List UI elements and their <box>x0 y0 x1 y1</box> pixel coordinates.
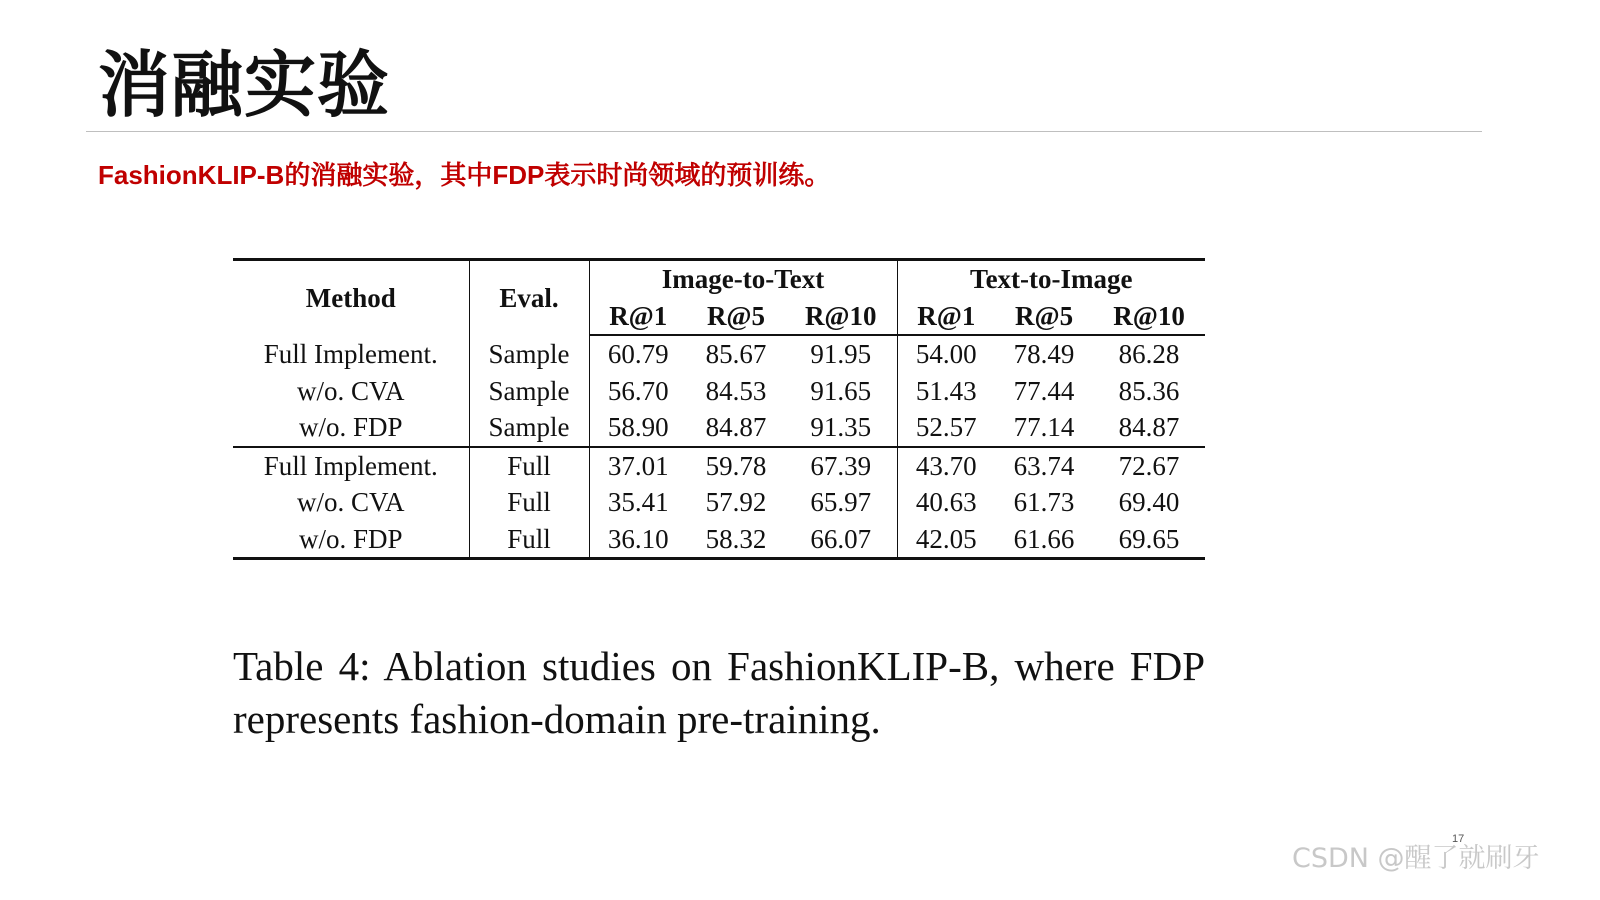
cell-value: 36.10 <box>589 521 687 559</box>
csdn-watermark: CSDN @醒了就刷牙 <box>1292 843 1540 874</box>
row-eval: Sample <box>469 373 589 410</box>
ablation-table <box>233 258 1205 560</box>
header-metric: R@1 <box>589 298 687 336</box>
cell-value: 63.74 <box>995 447 1093 485</box>
header-eval: Eval. <box>469 260 589 336</box>
header-metric: R@5 <box>687 298 785 336</box>
header-image-to-text: Image-to-Text <box>589 260 897 298</box>
cell-value: 86.28 <box>1118 339 1180 369</box>
slide-subtitle: FashionKLIP-B的消融实验，其中FDP表示时尚领域的预训练。 <box>98 160 831 190</box>
header-metric: R@1 <box>897 298 995 336</box>
header-method: Method <box>233 260 469 336</box>
table-row <box>233 484 1205 521</box>
ablation-table-container <box>233 258 1205 560</box>
cell-value: 84.87 <box>705 412 767 442</box>
cell-value: 78.49 <box>1013 339 1075 369</box>
row-eval: Full <box>469 484 589 521</box>
table-row <box>233 335 1205 373</box>
cell-value: 58.90 <box>607 412 669 442</box>
cell-value: 56.70 <box>607 375 669 406</box>
header-text-to-image: Text-to-Image <box>897 260 1205 298</box>
row-eval: Full <box>469 521 589 559</box>
row-method: w/o. FDP <box>233 409 469 447</box>
header-metric: R@5 <box>995 298 1093 336</box>
row-eval: Sample <box>469 409 589 447</box>
cell-value: 72.67 <box>1093 447 1205 485</box>
cell-value: 51.43 <box>915 375 977 406</box>
row-eval: Full <box>469 447 589 485</box>
title-divider <box>86 131 1482 132</box>
row-method: Full Implement. <box>233 447 469 485</box>
cell-value: 57.92 <box>705 487 767 517</box>
cell-value: 65.97 <box>785 484 897 521</box>
cell-value: 66.07 <box>785 521 897 559</box>
row-method: w/o. FDP <box>233 521 469 559</box>
cell-value: 40.63 <box>915 487 977 517</box>
cell-value: 84.53 <box>705 375 767 406</box>
cell-value: 91.95 <box>785 335 897 373</box>
table-header-row-1 <box>233 260 1205 298</box>
cell-value: 85.67 <box>705 339 767 369</box>
cell-value: 61.66 <box>995 521 1093 559</box>
cell-value: 35.41 <box>607 487 669 517</box>
row-method: w/o. CVA <box>233 484 469 521</box>
cell-value: 54.00 <box>915 339 977 369</box>
row-method: Full Implement. <box>233 335 469 373</box>
cell-value: 91.65 <box>785 373 897 410</box>
cell-value: 61.73 <box>1013 487 1075 517</box>
cell-value: 84.87 <box>1118 412 1180 442</box>
cell-value: 77.44 <box>1013 375 1075 406</box>
cell-value: 91.35 <box>785 409 897 447</box>
cell-value: 58.32 <box>687 521 785 559</box>
cell-value: 52.57 <box>915 412 977 442</box>
page-number: 17 <box>1452 833 1465 845</box>
cell-value: 37.01 <box>589 447 687 485</box>
table-row <box>233 409 1205 447</box>
cell-value: 69.65 <box>1093 521 1205 559</box>
cell-value: 85.36 <box>1118 375 1180 406</box>
cell-value: 67.39 <box>785 447 897 485</box>
cell-value: 59.78 <box>687 447 785 485</box>
slide-title: 消融实验 <box>98 43 391 127</box>
table-row <box>233 373 1205 410</box>
cell-value: 69.40 <box>1118 487 1180 517</box>
header-metric: R@10 <box>1093 298 1205 336</box>
cell-value: 43.70 <box>897 447 995 485</box>
cell-value: 60.79 <box>607 339 669 369</box>
header-metric: R@10 <box>785 298 897 336</box>
table-row <box>233 447 1205 485</box>
cell-value: 42.05 <box>897 521 995 559</box>
row-method: w/o. CVA <box>233 373 469 410</box>
table-row <box>233 521 1205 559</box>
table-caption: Table 4: Ablation studies on FashionKLIP-B, where FDP represents fashion-domain pre-training. <box>233 643 1205 742</box>
cell-value: 77.14 <box>1013 412 1075 442</box>
row-eval: Sample <box>469 335 589 373</box>
